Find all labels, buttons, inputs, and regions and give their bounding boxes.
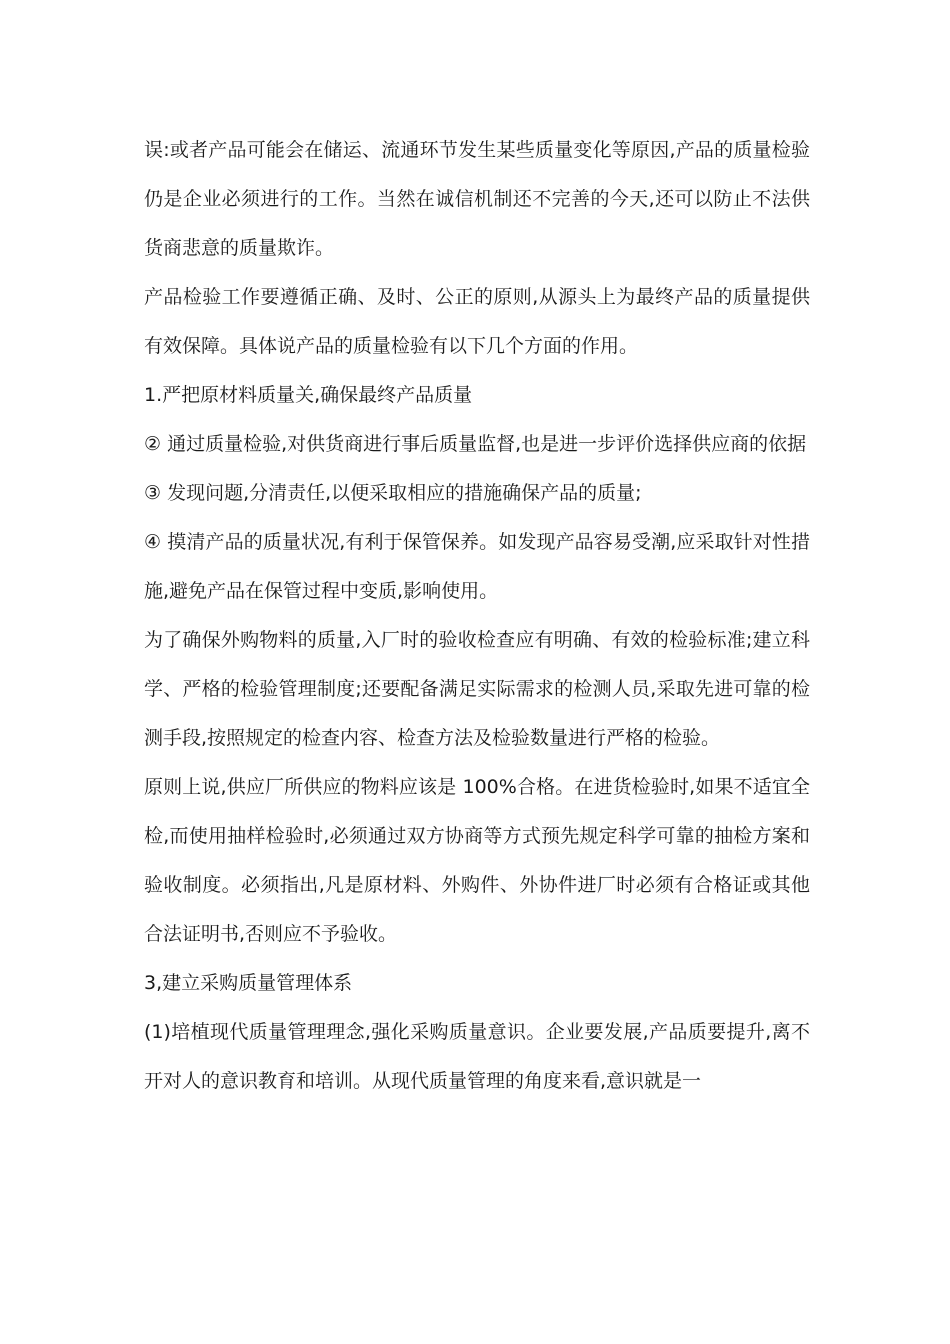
paragraph-5: ③ 发现问题,分清责任,以便采取相应的措施确保产品的质量; bbox=[144, 482, 642, 504]
paragraph-2: 产品检验工作要遵循正确、及时、公正的原则,从源头上为最终产品的质量提供有效保障。具体说产品的质量检验有以下几个方面的作用。 bbox=[144, 286, 810, 357]
paragraph-7: 为了确保外购物料的质量,入厂时的验收检查应有明确、有效的检验标准;建立科学、严格的检验管理制度;还要配备满足实际需求的检测人员,采取先进可靠的检测手段,按照规定的检查内容、检查方法及检验数量进行严格的检验。 bbox=[144, 629, 810, 749]
paragraph-3: 1.严把原材料质量关,确保最终产品质量 bbox=[144, 384, 473, 406]
paragraph-4: ② 通过质量检验,对供货商进行事后质量监督,也是进一步评价选择供应商的依据 bbox=[144, 433, 807, 455]
paragraph-9: 3,建立采购质量管理体系 bbox=[144, 972, 353, 994]
paragraph-6: ④ 摸清产品的质量状况,有利于保管保养。如发现产品容易受潮,应采取针对性措施,避免产品在保管过程中变质,影响使用。 bbox=[144, 531, 810, 602]
document-body bbox=[144, 126, 810, 1106]
paragraph-8: 原则上说,供应厂所供应的物料应该是 100%合格。在进货检验时,如果不适宜全检,而使用抽样检验时,必须通过双方协商等方式预先规定科学可靠的抽检方案和验收制度。必须指出,凡是原材料、外购件、外协件进厂时必须有合格证或其他合法证明书,否则应不予验收。 bbox=[144, 776, 810, 945]
paragraph-10: (1)培植现代质量管理理念,强化采购质量意识。企业要发展,产品质要提升,离不开对人的意识教育和培训。从现代质量管理的角度来看,意识就是一 bbox=[144, 1021, 810, 1092]
paragraph-1: 误:或者产品可能会在储运、流通环节发生某些质量变化等原因,产品的质量检验仍是企业必须进行的工作。当然在诚信机制还不完善的今天,还可以防止不法供货商悲意的质量欺诈。 bbox=[144, 139, 810, 259]
